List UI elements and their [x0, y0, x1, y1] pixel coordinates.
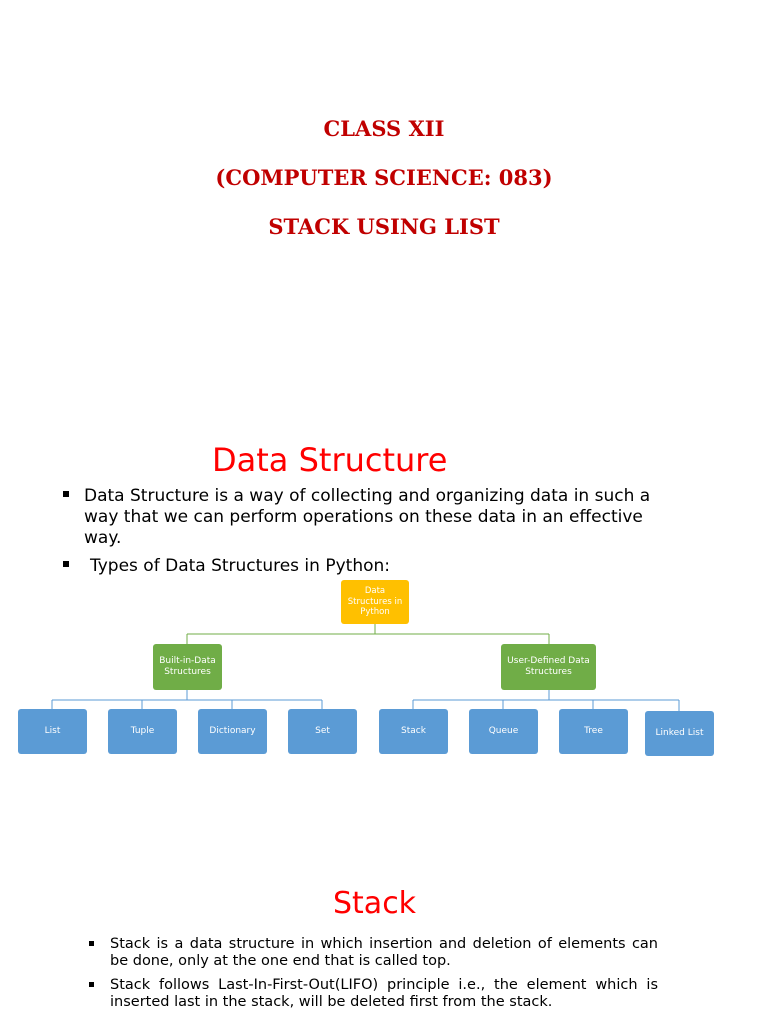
leaf-node-stack: Stack — [379, 709, 448, 754]
user-defined-node: User-Defined Data Structures — [501, 644, 596, 690]
leaf-node-queue: Queue — [469, 709, 538, 754]
leaf-node-dictionary: Dictionary — [198, 709, 267, 754]
bullet-square-icon — [89, 941, 94, 946]
list-item: Types of Data Structures in Python: — [62, 556, 662, 577]
root-node: Data Structures in Python — [341, 580, 409, 624]
list-item: Data Structure is a way of collecting and organizing data in such a way that we can perform operations on these data in an effective way. — [62, 486, 662, 549]
list-item: Stack is a data structure in which insertion and deletion of elements can be done, only at the one end that is called top. — [88, 936, 658, 970]
class-title: CLASS XII — [323, 116, 445, 141]
leaf-node-tuple: Tuple — [108, 709, 177, 754]
subject-title: (COMPUTER SCIENCE: 083) — [215, 165, 553, 190]
leaf-node-linked-list: Linked List — [645, 711, 714, 756]
data-structure-heading: Data Structure — [212, 441, 448, 479]
bullet-square-icon — [89, 982, 94, 987]
list-item: Stack follows Last-In-First-Out(LIFO) principle i.e., the element which is inserted last in the stack, will be deleted first from the stack. — [88, 977, 658, 1011]
stack-heading: Stack — [333, 886, 417, 921]
topic-title: STACK USING LIST — [268, 214, 500, 239]
leaf-node-list: List — [18, 709, 87, 754]
stack-bullets — [88, 936, 658, 1018]
builtin-node: Built-in-Data Structures — [153, 644, 222, 690]
leaf-node-tree: Tree — [559, 709, 628, 754]
leaf-node-set: Set — [288, 709, 357, 754]
